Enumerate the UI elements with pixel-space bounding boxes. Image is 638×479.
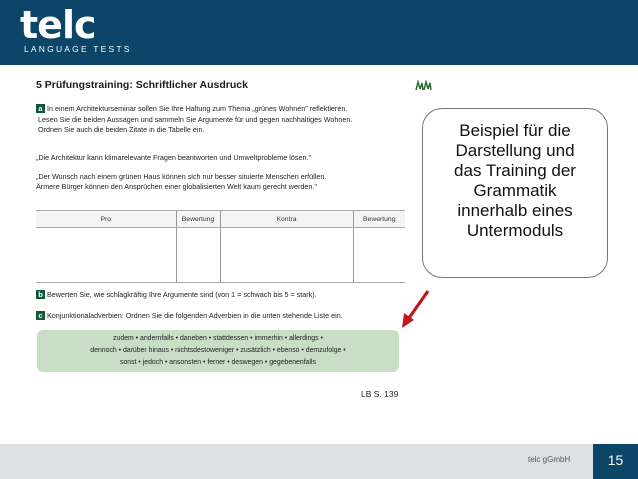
marker-b: b	[36, 290, 45, 299]
task-a-line-3: Ordnen Sie auch die beiden Zitate in die Tabelle ein.	[38, 125, 205, 134]
callout-text: Beispiel für die Darstellung und das Training der Grammatik innerhalb eines Untermoduls	[454, 121, 576, 240]
table-header-contra: Kontra	[220, 211, 353, 228]
quote-2-line-1: „Der Wunsch nach einem grünen Haus können sich nur besser situierte Menschen erfüllen.	[36, 172, 327, 181]
table-header-rating-1: Bewertung	[176, 211, 220, 228]
book-reference: LB S. 139	[361, 389, 399, 399]
section-title: 5 Prüfungstraining: Schriftlicher Ausdruck	[36, 79, 248, 91]
adverb-line-1: zudem • andernfalls • daneben • stattdessen • immerhin • allerdings •	[113, 335, 323, 342]
table-header-pro: Pro	[36, 211, 176, 228]
quote-1: „Die Architektur kann klimarelevante Fragen beantworten und Umweltprobleme lösen."	[36, 153, 312, 162]
task-c-text: Konjunktionaladverbien: Ordnen Sie die folgenden Adverbien in die unten stehende Liste ein.	[47, 311, 343, 320]
task-a-line-1: In einem Architekturseminar sollen Sie Ihre Haltung zum Thema „grünes Wohnen" reflektieren.	[47, 104, 348, 113]
marker-c: c	[36, 311, 45, 320]
adverb-line-3: sonst • jedoch • ansonsten • ferner • deswegen • gegebenenfalls	[120, 359, 316, 366]
logo-subtitle: LANGUAGE TESTS	[24, 44, 132, 54]
quote-2-line-2: Ärmere Bürger können den Ansprüchen einer globalisierten Welt kaum gerecht werden."	[36, 182, 317, 191]
logo-wordmark: telc	[20, 3, 96, 47]
page-number: 15	[593, 444, 638, 479]
adverb-line-2: dennoch • darüber hinaus • nichtsdestoweniger • zusätzlich • ebenso • demzufolge •	[90, 347, 346, 354]
task-a-line-2: Lesen Sie die beiden Aussagen und sammeln Sie Argumente für und gegen nachhaltiges Wohnen.	[38, 115, 353, 124]
marker-a: a	[36, 104, 45, 113]
table-header-rating-2: Bewertung	[353, 211, 405, 228]
task-b-text: Bewerten Sie, wie schlagkräftig Ihre Argumente sind (von 1 = schwach bis 5 = stark).	[47, 290, 317, 299]
footer-company: telc gGmbH	[528, 455, 571, 464]
